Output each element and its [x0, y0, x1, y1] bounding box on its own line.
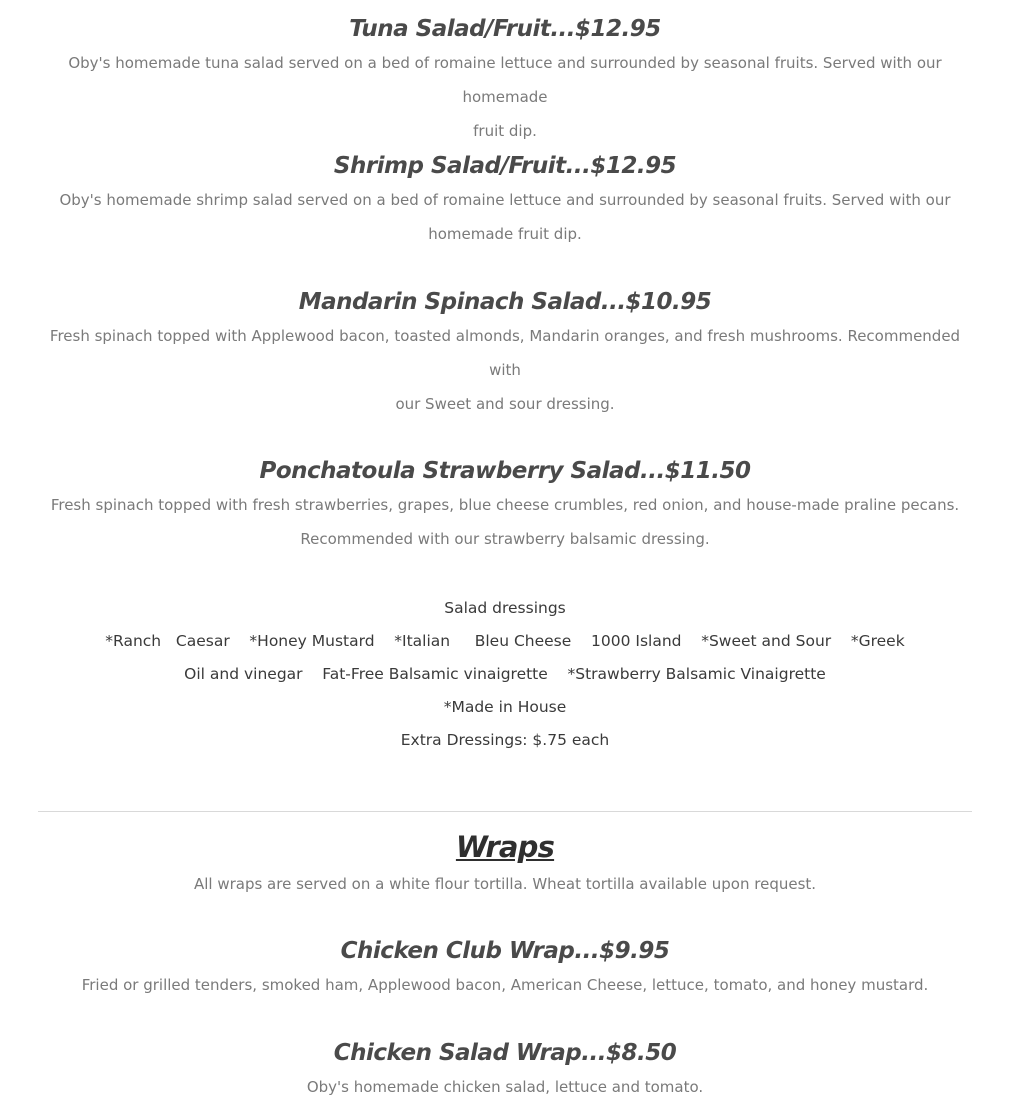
menu-item-ponchatoula-strawberry-salad: [38, 456, 972, 556]
item-description: Oby's homemade chicken salad, lettuce and tomato.: [306, 1078, 704, 1096]
item-title: Tuna Salad/Fruit...$12.95: [349, 16, 661, 42]
item-title: Mandarin Spinach Salad...$10.95: [298, 289, 712, 315]
item-description-line: Recommended with our strawberry balsamic dressing.: [300, 530, 710, 548]
item-title: Ponchatoula Strawberry Salad...$11.50: [259, 458, 751, 484]
dressings-list-line: Oil and vinegar Fat-Free Balsamic vinaigrette *Strawberry Balsamic Vinaigrette: [184, 665, 826, 683]
dressings-extra-price: Extra Dressings: $.75 each: [400, 731, 610, 749]
item-description-line: homemade fruit dip.: [428, 225, 582, 243]
salad-dressings: [38, 592, 972, 757]
item-title: Chicken Salad Wrap...$8.50: [333, 1040, 677, 1066]
section-title-wraps: Wraps: [455, 830, 555, 864]
dressings-list-line: *Ranch Caesar *Honey Mustard *Italian Bleu Cheese 1000 Island *Sweet and Sour *Greek: [105, 632, 905, 650]
menu-item-mandarin-spinach-salad: [38, 287, 972, 421]
dressings-footnote: *Made in House: [443, 698, 567, 716]
item-description: Fried or grilled tenders, smoked ham, Applewood bacon, American Cheese, lettuce, tomato, and honey mustard.: [81, 976, 929, 994]
menu-item-chicken-salad-wrap: [38, 1038, 972, 1104]
item-description-line: Oby's homemade tuna salad served on a bed of romaine lettuce and surrounded by seasonal fruits. Served with our homemade: [68, 54, 942, 106]
item-description-line: Fresh spinach topped with fresh strawberries, grapes, blue cheese crumbles, red onion, and house-made praline pecans.: [50, 496, 960, 514]
menu-item-chicken-club-wrap: [38, 936, 972, 1002]
section-note: All wraps are served on a white flour tortilla. Wheat tortilla available upon request.: [193, 875, 817, 893]
item-description: [38, 488, 972, 556]
menu-item-shrimp-salad: [38, 151, 972, 251]
item-description-line: Fresh spinach topped with Applewood bacon, toasted almonds, Mandarin oranges, and fresh mushrooms. Recommended with: [49, 327, 961, 379]
item-title: Chicken Club Wrap...$9.95: [340, 938, 670, 964]
item-description-line: Oby's homemade shrimp salad served on a bed of romaine lettuce and surrounded by seasonal fruits. Served with our: [59, 191, 951, 209]
item-description: [38, 319, 972, 421]
item-description: [38, 46, 972, 148]
menu-item-tuna-salad: [38, 14, 972, 148]
section-divider: [38, 811, 972, 812]
dressings-heading: Salad dressings: [444, 599, 566, 617]
item-description-line: our Sweet and sour dressing.: [395, 395, 615, 413]
item-title: Shrimp Salad/Fruit...$12.95: [333, 153, 677, 179]
wraps-section: [38, 829, 972, 901]
item-description: [38, 183, 972, 251]
item-description-line: fruit dip.: [473, 122, 537, 140]
